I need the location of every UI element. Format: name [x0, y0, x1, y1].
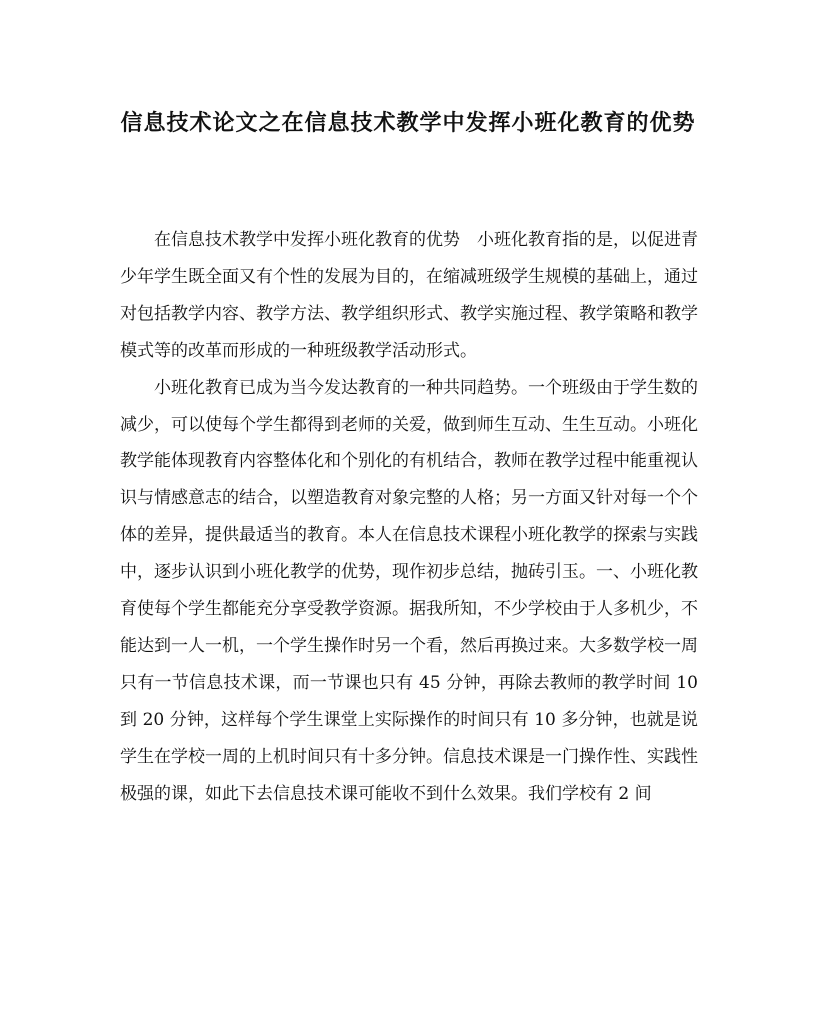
- document-body: [120, 222, 698, 813]
- document-title: 信息技术论文之在信息技术教学中发挥小班化教育的优势: [120, 110, 696, 136]
- body-paragraph-2: 小班化教育已成为当今发达教育的一种共同趋势。一个班级由于学生数的减少，可以使每个学生都得到老师的关爱，做到师生互动、生生互动。小班化教学能体现教育内容整体化和个别化的有机结合，教师在教学过程中能重视认识与情感意志的结合，以塑造教育对象完整的人格；另一方面又针对每一个个体的差异，提供最适当的教育。本人在信息技术课程小班化教学的探索与实践中，逐步认识到小班化教学的优势，现作初步总结，抛砖引玉。一、小班化教育使每个学生都能充分享受教学资源。据我所知，不少学校由于人多机少，不能达到一人一机，一个学生操作时另一个看，然后再换过来。大多数学校一周只有一节信息技术课，而一节课也只有 45 分钟，再除去教师的教学时间 10 到 20 分钟，这样每个学生课堂上实际操作的时间只有 10 多分钟，也就是说学生在学校一周的上机时间只有十多分钟。信息技术课是一门操作性、实践性极强的课，如此下去信息技术课可能收不到什么效果。我们学校有 2 间: [120, 377, 698, 804]
- body-paragraph-1: 在信息技术教学中发挥小班化教育的优势 小班化教育指的是，以促进青少年学生既全面又有个性的发展为目的，在缩减班级学生规模的基础上，通过对包括教学内容、教学方法、教学组织形式、教学实施过程、教学策略和教学模式等的改革而形成的一种班级教学活动形式。: [120, 230, 698, 361]
